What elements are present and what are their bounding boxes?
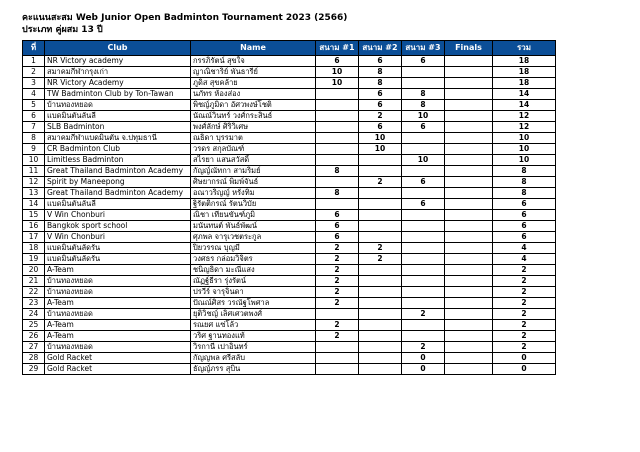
cell-club: Great Thailand Badminton Academy (45, 188, 191, 199)
cell-finals (445, 89, 493, 100)
cell-finals (445, 320, 493, 331)
cell-total: 14 (493, 100, 556, 111)
cell-club: A-Team (45, 265, 191, 276)
cell-finals (445, 287, 493, 298)
cell-stage-1 (316, 100, 359, 111)
cell-stage-2 (359, 298, 402, 309)
cell-stage-2 (359, 155, 402, 166)
cell-stage-3: 10 (402, 155, 445, 166)
cell-total: 0 (493, 353, 556, 364)
table-row (23, 78, 556, 89)
cell-no: 26 (23, 331, 45, 342)
cell-stage-1: 2 (316, 298, 359, 309)
table-row (23, 364, 556, 375)
cell-stage-1: 6 (316, 221, 359, 232)
header-finals: Finals (445, 41, 493, 56)
cell-stage-3: 8 (402, 100, 445, 111)
cell-name: ชนิญธิดา มะณีแสง (191, 265, 316, 276)
cell-stage-3 (402, 287, 445, 298)
cell-stage-2 (359, 364, 402, 375)
cell-total: 2 (493, 276, 556, 287)
cell-stage-1 (316, 111, 359, 122)
cell-finals (445, 243, 493, 254)
cell-name: อณาวริญญ์ หรั่งทิม (191, 188, 316, 199)
cell-finals (445, 177, 493, 188)
cell-finals (445, 166, 493, 177)
cell-total: 10 (493, 155, 556, 166)
cell-no: 13 (23, 188, 45, 199)
cell-stage-1 (316, 309, 359, 320)
cell-no: 3 (23, 78, 45, 89)
cell-finals (445, 199, 493, 210)
cell-total: 8 (493, 177, 556, 188)
cell-no: 5 (23, 100, 45, 111)
cell-stage-2: 6 (359, 100, 402, 111)
cell-stage-2 (359, 210, 402, 221)
cell-stage-3 (402, 133, 445, 144)
cell-name: ศุภพล จารุเวชตระกูล (191, 232, 316, 243)
cell-stage-2 (359, 199, 402, 210)
cell-no: 10 (23, 155, 45, 166)
cell-total: 2 (493, 287, 556, 298)
cell-name: นัณณ์วินทร์ วงศ์กระสินธ์ (191, 111, 316, 122)
cell-name: นภัทร ห้องส่อง (191, 89, 316, 100)
cell-stage-2: 6 (359, 122, 402, 133)
table-row (23, 331, 556, 342)
table-row (23, 133, 556, 144)
table-row (23, 122, 556, 133)
cell-total: 0 (493, 364, 556, 375)
cell-name: วิรกานี เปาอินทร์ (191, 342, 316, 353)
cell-stage-1: 2 (316, 287, 359, 298)
table-row (23, 144, 556, 155)
cell-stage-3: 2 (402, 342, 445, 353)
table-row (23, 199, 556, 210)
cell-club: สมาคมกีฬากรุงเก่า (45, 67, 191, 78)
cell-stage-2 (359, 265, 402, 276)
cell-stage-1: 10 (316, 67, 359, 78)
cell-no: 21 (23, 276, 45, 287)
cell-no: 19 (23, 254, 45, 265)
cell-no: 9 (23, 144, 45, 155)
cell-stage-3 (402, 232, 445, 243)
cell-club: CR Badminton Club (45, 144, 191, 155)
cell-stage-3 (402, 166, 445, 177)
cell-stage-3 (402, 67, 445, 78)
cell-stage-3: 6 (402, 199, 445, 210)
cell-name: ญาณิชาริย์ พันธารีย์ (191, 67, 316, 78)
cell-no: 25 (23, 320, 45, 331)
cell-stage-2 (359, 188, 402, 199)
cell-stage-1: 2 (316, 243, 359, 254)
header-stage-3: สนาม #3 (402, 41, 445, 56)
cell-stage-1 (316, 177, 359, 188)
cell-name: ปรวีร์ จารุจินดา (191, 287, 316, 298)
cell-no: 12 (23, 177, 45, 188)
cell-stage-3 (402, 78, 445, 89)
table-row (23, 232, 556, 243)
cell-finals (445, 221, 493, 232)
cell-club: Gold Racket (45, 353, 191, 364)
table-row (23, 276, 556, 287)
cell-no: 1 (23, 56, 45, 67)
cell-name: ณิชา เทียนขันฑ์ภูมิ (191, 210, 316, 221)
cell-club: Limitless Badminton (45, 155, 191, 166)
cell-finals (445, 232, 493, 243)
header-stage-2: สนาม #2 (359, 41, 402, 56)
cell-stage-1 (316, 144, 359, 155)
cell-total: 6 (493, 210, 556, 221)
cell-name: พงศ์ลักษ์ ศิริวิเศษ (191, 122, 316, 133)
cell-name: ฐิรัตติกรณ์ รัตนวิบัย (191, 199, 316, 210)
table-row (23, 111, 556, 122)
cell-no: 14 (23, 199, 45, 210)
cell-no: 17 (23, 232, 45, 243)
cell-stage-1: 8 (316, 188, 359, 199)
cell-club: TW Badminton Club by Ton-Tawan (45, 89, 191, 100)
cell-stage-2 (359, 331, 402, 342)
sheet-title (22, 12, 347, 36)
cell-club: Bangkok sport school (45, 221, 191, 232)
cell-stage-3 (402, 210, 445, 221)
cell-stage-1 (316, 89, 359, 100)
cell-name: มนันทนต์ พันธ์พัฒน์ (191, 221, 316, 232)
cell-stage-3 (402, 243, 445, 254)
cell-finals (445, 276, 493, 287)
cell-stage-1: 2 (316, 331, 359, 342)
cell-name: ธัญญ์ภรร สุบิน (191, 364, 316, 375)
header-name: Name (191, 41, 316, 56)
cell-stage-2: 8 (359, 78, 402, 89)
header-stage-1: สนาม #1 (316, 41, 359, 56)
cell-no: 2 (23, 67, 45, 78)
cell-stage-2: 6 (359, 89, 402, 100)
cell-total: 4 (493, 243, 556, 254)
cell-stage-2: 6 (359, 56, 402, 67)
cell-finals (445, 111, 493, 122)
cell-finals (445, 133, 493, 144)
table-row (23, 287, 556, 298)
table-row (23, 298, 556, 309)
cell-stage-3 (402, 144, 445, 155)
cell-stage-2: 8 (359, 67, 402, 78)
table-row (23, 309, 556, 320)
cell-club: V Win Chonburi (45, 232, 191, 243)
cell-stage-3 (402, 221, 445, 232)
cell-stage-3: 6 (402, 56, 445, 67)
cell-stage-2: 2 (359, 111, 402, 122)
header-club: Club (45, 41, 191, 56)
cell-club: V Win Chonburi (45, 210, 191, 221)
cell-no: 6 (23, 111, 45, 122)
cell-name: พิชญ์ภูมิดา อัศวพงษ์โชติ (191, 100, 316, 111)
cell-name: กัญญ์ณัทกา สามริมย์ (191, 166, 316, 177)
standings-table (22, 40, 556, 375)
cell-no: 11 (23, 166, 45, 177)
table-row (23, 265, 556, 276)
cell-club: บ้านทองหยอด (45, 100, 191, 111)
cell-stage-1: 6 (316, 210, 359, 221)
cell-name: ณัฏฐ์ธีรา รุ่งรัตน์ (191, 276, 316, 287)
cell-total: 12 (493, 111, 556, 122)
cell-stage-2 (359, 342, 402, 353)
cell-no: 23 (23, 298, 45, 309)
table-row (23, 177, 556, 188)
cell-stage-1: 10 (316, 78, 359, 89)
cell-name: ศิษยากรณ์ พิมพ์จันธ์ (191, 177, 316, 188)
table-row (23, 89, 556, 100)
cell-finals (445, 254, 493, 265)
cell-stage-2: 10 (359, 144, 402, 155)
cell-total: 6 (493, 221, 556, 232)
cell-no: 22 (23, 287, 45, 298)
cell-name: ณธิดา บุรรมาต (191, 133, 316, 144)
cell-no: 18 (23, 243, 45, 254)
cell-total: 2 (493, 342, 556, 353)
cell-finals (445, 188, 493, 199)
cell-stage-2: 10 (359, 133, 402, 144)
cell-stage-2 (359, 221, 402, 232)
cell-stage-2 (359, 166, 402, 177)
table-row (23, 56, 556, 67)
cell-stage-1 (316, 342, 359, 353)
cell-finals (445, 155, 493, 166)
cell-stage-1 (316, 364, 359, 375)
cell-total: 14 (493, 89, 556, 100)
cell-name: กรรภิรัตน์ สุขใจ (191, 56, 316, 67)
cell-name: วงศธร กล่อมวิจิตร (191, 254, 316, 265)
cell-total: 18 (493, 67, 556, 78)
cell-stage-3: 8 (402, 89, 445, 100)
cell-no: 16 (23, 221, 45, 232)
header-total: รวม (493, 41, 556, 56)
title-line-2: ประเภท คู่ผสม 13 ปี (22, 25, 103, 35)
cell-no: 24 (23, 309, 45, 320)
cell-stage-3: 6 (402, 122, 445, 133)
cell-club: Great Thailand Badminton Academy (45, 166, 191, 177)
cell-name: ภูดิส สุขคล้าย (191, 78, 316, 89)
cell-total: 10 (493, 144, 556, 155)
cell-stage-1: 6 (316, 56, 359, 67)
cell-finals (445, 298, 493, 309)
cell-club: บ้านทองหยอด (45, 276, 191, 287)
cell-finals (445, 100, 493, 111)
cell-stage-1: 2 (316, 320, 359, 331)
cell-stage-1 (316, 155, 359, 166)
cell-stage-3 (402, 298, 445, 309)
cell-total: 6 (493, 199, 556, 210)
cell-finals (445, 210, 493, 221)
cell-club: แบดมินตันลันลี (45, 199, 191, 210)
cell-stage-1: 6 (316, 232, 359, 243)
cell-stage-3 (402, 188, 445, 199)
cell-stage-3 (402, 320, 445, 331)
cell-finals (445, 144, 493, 155)
cell-total: 18 (493, 78, 556, 89)
cell-no: 20 (23, 265, 45, 276)
cell-no: 15 (23, 210, 45, 221)
cell-total: 12 (493, 122, 556, 133)
cell-total: 18 (493, 56, 556, 67)
cell-name: ยุติวิชญ์ เลิศเศวตพงศ์ (191, 309, 316, 320)
table-row (23, 342, 556, 353)
cell-finals (445, 342, 493, 353)
cell-no: 27 (23, 342, 45, 353)
cell-stage-3: 10 (402, 111, 445, 122)
cell-name: ปิยวรรณ บุญมี (191, 243, 316, 254)
title-line-1: คะแนนสะสม Web Junior Open Badminton Tournament 2023 (2566) (22, 13, 348, 23)
table-row (23, 221, 556, 232)
table-row (23, 243, 556, 254)
cell-total: 2 (493, 309, 556, 320)
cell-stage-3 (402, 276, 445, 287)
cell-total: 8 (493, 166, 556, 177)
cell-club: แบดมินตันลันลี (45, 111, 191, 122)
cell-finals (445, 309, 493, 320)
cell-total: 10 (493, 133, 556, 144)
table-row (23, 254, 556, 265)
table-row (23, 210, 556, 221)
cell-name: วรดร สกุลบัณฑ์ (191, 144, 316, 155)
cell-stage-1 (316, 133, 359, 144)
cell-finals (445, 265, 493, 276)
table-row (23, 320, 556, 331)
cell-total: 6 (493, 232, 556, 243)
cell-stage-3 (402, 254, 445, 265)
cell-no: 7 (23, 122, 45, 133)
cell-name: สไรยา แสนสวัสดิ์ (191, 155, 316, 166)
cell-stage-2: 2 (359, 254, 402, 265)
cell-name: กัญญพล ศรีสลับ (191, 353, 316, 364)
cell-finals (445, 78, 493, 89)
cell-stage-1: 8 (316, 166, 359, 177)
cell-no: 4 (23, 89, 45, 100)
cell-stage-1: 2 (316, 276, 359, 287)
cell-total: 8 (493, 188, 556, 199)
cell-finals (445, 56, 493, 67)
cell-stage-3: 0 (402, 353, 445, 364)
cell-stage-2 (359, 353, 402, 364)
table-row (23, 100, 556, 111)
cell-no: 8 (23, 133, 45, 144)
cell-club: NR Victory Academy (45, 78, 191, 89)
cell-club: SLB Badminton (45, 122, 191, 133)
cell-finals (445, 353, 493, 364)
table-row (23, 166, 556, 177)
cell-stage-3 (402, 331, 445, 342)
table-row (23, 188, 556, 199)
cell-stage-1: 2 (316, 254, 359, 265)
cell-finals (445, 67, 493, 78)
cell-club: บ้านทองหยอด (45, 287, 191, 298)
table-row (23, 67, 556, 78)
cell-stage-1 (316, 353, 359, 364)
cell-stage-3: 0 (402, 364, 445, 375)
cell-finals (445, 331, 493, 342)
cell-club: บ้านทองหยอด (45, 342, 191, 353)
cell-total: 2 (493, 298, 556, 309)
cell-name: รณยศ แซ่โล้ว (191, 320, 316, 331)
cell-club: แบดมินตันลัดรัน (45, 254, 191, 265)
cell-stage-1 (316, 199, 359, 210)
table-row (23, 155, 556, 166)
cell-total: 2 (493, 331, 556, 342)
cell-club: A-Team (45, 320, 191, 331)
cell-total: 2 (493, 320, 556, 331)
cell-stage-3: 2 (402, 309, 445, 320)
cell-stage-2 (359, 309, 402, 320)
cell-club: สมาคมกีฬาแบดมินตัน จ.ปทุมธานี (45, 133, 191, 144)
cell-finals (445, 364, 493, 375)
cell-stage-2 (359, 276, 402, 287)
cell-name: วริศ ฐานทองแท้ (191, 331, 316, 342)
cell-stage-3 (402, 265, 445, 276)
cell-stage-2 (359, 320, 402, 331)
cell-stage-2 (359, 232, 402, 243)
cell-club: NR Victory academy (45, 56, 191, 67)
cell-club: Gold Racket (45, 364, 191, 375)
cell-no: 28 (23, 353, 45, 364)
cell-stage-1: 2 (316, 265, 359, 276)
header-no: ที่ (23, 41, 45, 56)
cell-name: ปัณณ์ศิสร วรณัฐโพศาล (191, 298, 316, 309)
cell-total: 2 (493, 265, 556, 276)
header-row (23, 41, 556, 56)
cell-no: 29 (23, 364, 45, 375)
table-row (23, 353, 556, 364)
cell-club: บ้านทองหยอด (45, 309, 191, 320)
cell-stage-2 (359, 287, 402, 298)
cell-stage-2: 2 (359, 243, 402, 254)
cell-club: แบดมินตันลัดรัน (45, 243, 191, 254)
cell-stage-2: 2 (359, 177, 402, 188)
cell-stage-1 (316, 122, 359, 133)
cell-total: 4 (493, 254, 556, 265)
cell-stage-3: 6 (402, 177, 445, 188)
cell-club: A-Team (45, 331, 191, 342)
cell-club: Spirit by Maneepong (45, 177, 191, 188)
cell-club: A-Team (45, 298, 191, 309)
cell-finals (445, 122, 493, 133)
